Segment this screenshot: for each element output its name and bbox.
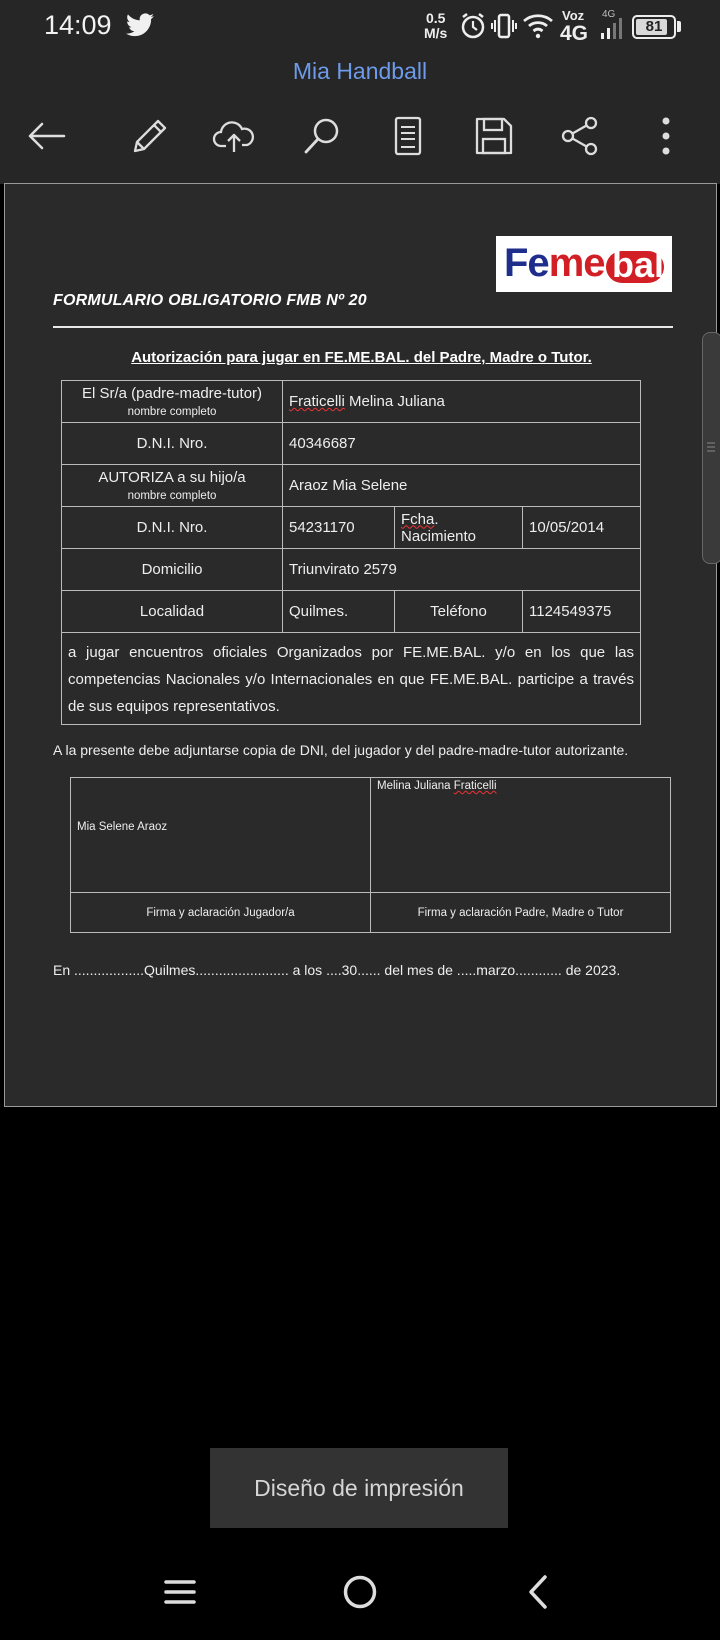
battery-level: 81 — [645, 18, 663, 35]
grip-icon — [703, 333, 720, 565]
telefono-field[interactable]: 1124549375 — [523, 591, 641, 633]
more-vertical-icon — [660, 116, 672, 156]
network-type: 4G — [560, 22, 589, 45]
print-layout-toast: Diseño de impresión — [210, 1448, 508, 1528]
view-mode-button[interactable] — [386, 114, 430, 158]
upload-button[interactable] — [212, 114, 256, 158]
table-row — [71, 893, 671, 933]
table-row — [71, 778, 671, 893]
net-speed: 0.5 M/s — [424, 10, 448, 41]
localidad-field[interactable]: Quilmes. — [283, 591, 395, 633]
share-icon — [560, 116, 600, 156]
table-row — [62, 465, 641, 507]
localidad-label: Localidad — [62, 591, 283, 633]
table-row — [62, 591, 641, 633]
vibrate-icon — [490, 12, 518, 40]
form-title: FORMULARIO OBLIGATORIO FMB Nº 20 — [53, 292, 367, 309]
tutor-dni-field[interactable]: 40346687 — [283, 423, 641, 465]
search-icon — [302, 116, 342, 156]
femebal-logo — [496, 236, 672, 292]
app-title: Mia Handball — [292, 58, 428, 84]
search-button[interactable] — [300, 114, 344, 158]
table-row — [62, 507, 641, 549]
tutor-signature-caption: Firma y aclaración Padre, Madre o Tutor — [371, 893, 671, 933]
network-type-small: 4G — [602, 9, 616, 20]
back-arrow-icon — [26, 121, 66, 151]
table-row — [62, 381, 641, 423]
logo-text-bal: bal — [612, 244, 665, 285]
title-divider — [53, 326, 673, 328]
autoriza-label-cell: AUTORIZA a su hijo/a nombre completo — [62, 465, 283, 507]
domicilio-field[interactable]: Triunvirato 2579 — [283, 549, 641, 591]
voz-label: Voz — [562, 8, 585, 23]
save-button[interactable] — [472, 114, 516, 158]
signature-table — [70, 777, 671, 933]
logo-text: Feme — [504, 241, 605, 285]
tutor-name-field[interactable]: Fraticelli Melina Juliana — [283, 381, 641, 423]
pencil-icon — [131, 117, 169, 155]
save-icon — [474, 116, 514, 156]
tutor-name: Melina Juliana Fraticelli — [377, 780, 497, 792]
menu-icon — [163, 1577, 197, 1607]
table-row — [62, 633, 641, 725]
status-bar — [0, 0, 720, 54]
battery-tip — [677, 21, 681, 32]
player-name: Mia Selene Araoz — [77, 821, 168, 833]
nav-home-button[interactable] — [338, 1570, 382, 1614]
battery-icon — [632, 15, 676, 39]
authorization-paragraph: a jugar encuentros oficiales Organizados por FE.ME.BAL. y/o en los que las competencias Nacionales y/o Internacionales en que FE.ME.BAL. participe a través de sus equipos representativos. — [62, 633, 641, 725]
nav-menu-button[interactable] — [158, 1570, 202, 1614]
tutor-label-cell: El Sr/a (padre-madre-tutor) nombre completo — [62, 381, 283, 423]
twitter-icon — [126, 13, 154, 37]
back-chevron-icon — [526, 1574, 550, 1610]
domicilio-label: Domicilio — [62, 549, 283, 591]
child-name-field[interactable]: Araoz Mia Selene — [283, 465, 641, 507]
table-row — [62, 423, 641, 465]
edit-button[interactable] — [128, 114, 172, 158]
player-signature-caption: Firma y aclaración Jugador/a — [71, 893, 371, 933]
scroll-handle[interactable] — [702, 332, 720, 564]
child-dni-field[interactable]: 54231170 — [283, 507, 395, 549]
app-toolbar — [0, 54, 720, 184]
document-icon — [393, 116, 423, 156]
date-line: En ..................Quilmes........................ a los ....30...... del mes de .....marzo............ de 2023. — [53, 962, 621, 978]
more-options-button[interactable] — [644, 114, 688, 158]
tutor-dni-label: D.N.I. Nro. — [62, 423, 283, 465]
telefono-label: Teléfono — [395, 591, 523, 633]
alarm-icon — [460, 12, 486, 40]
share-button[interactable] — [558, 114, 602, 158]
home-circle-icon — [342, 1574, 378, 1610]
nav-back-button[interactable] — [516, 1570, 560, 1614]
birth-date-label: Fcha. Nacimiento — [395, 507, 523, 549]
table-row — [62, 549, 641, 591]
signal-icon — [600, 16, 626, 40]
authorization-table — [61, 380, 641, 725]
player-signature-cell[interactable] — [71, 778, 371, 893]
birth-date-field[interactable]: 10/05/2014 — [523, 507, 641, 549]
back-button[interactable] — [24, 114, 68, 158]
wifi-icon — [522, 12, 554, 40]
form-subtitle: Autorización para jugar en FE.ME.BAL. del Padre, Madre o Tutor. — [131, 349, 592, 366]
attachment-note: A la presente debe adjuntarse copia de DNI, del jugador y del padre-madre-tutor autorizante. — [53, 742, 629, 758]
child-dni-label: D.N.I. Nro. — [62, 507, 283, 549]
cloud-upload-icon — [212, 118, 256, 154]
status-time: 14:09 — [44, 10, 112, 40]
tutor-signature-cell[interactable] — [371, 778, 671, 893]
document-page[interactable] — [4, 183, 717, 1107]
